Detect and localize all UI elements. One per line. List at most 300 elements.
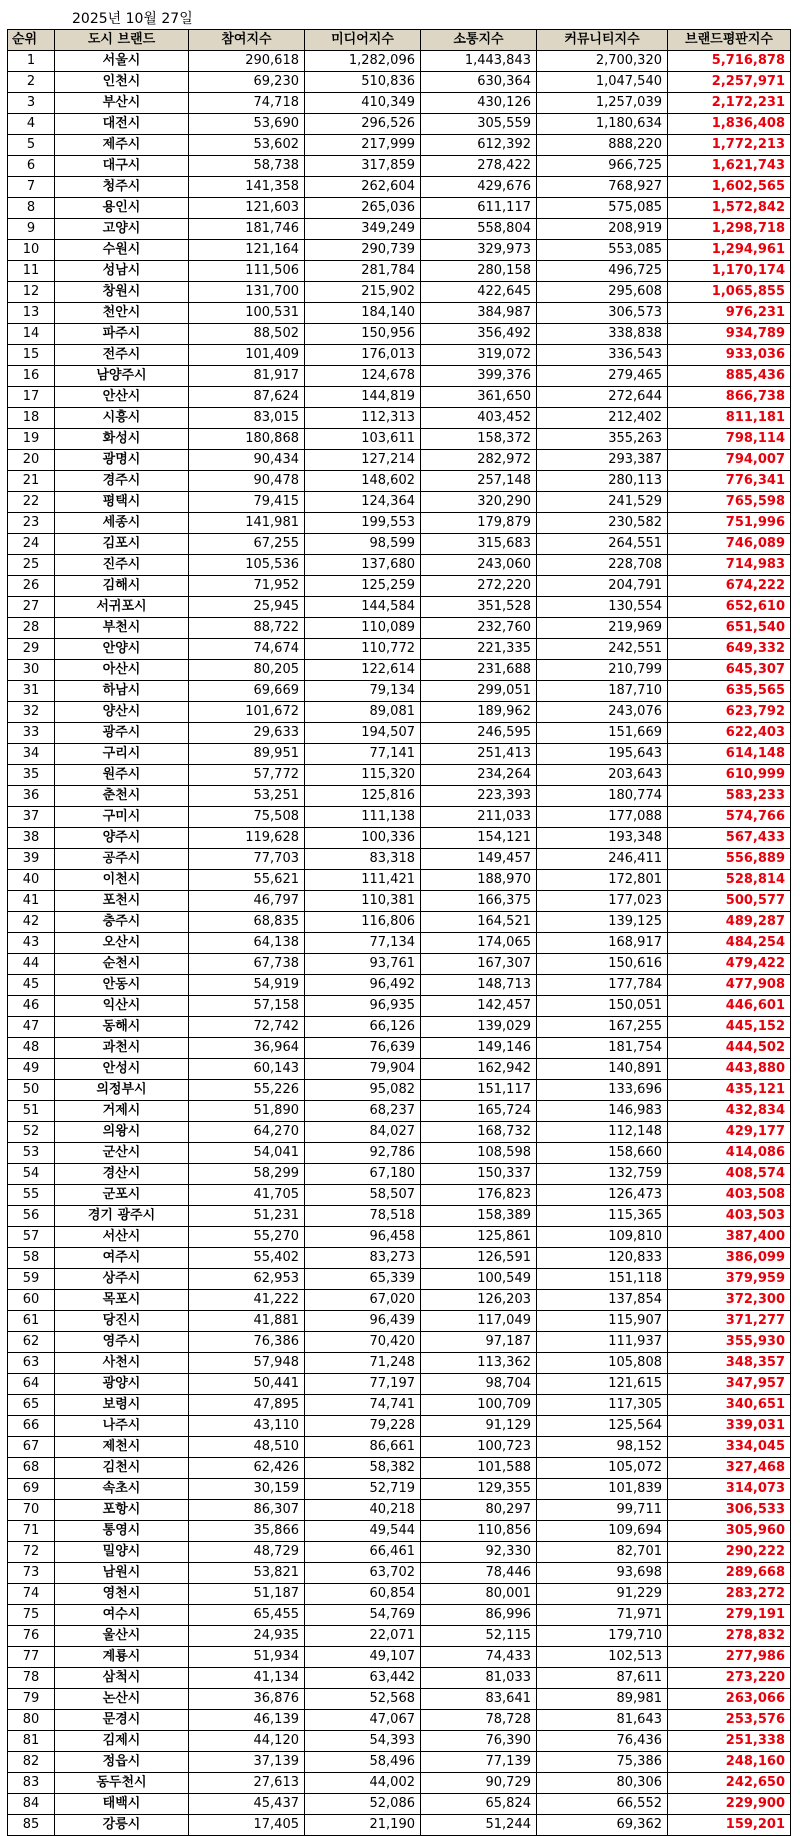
media-cell: 22,071 bbox=[305, 1626, 421, 1647]
participation-cell: 121,603 bbox=[189, 198, 305, 219]
communication-cell: 142,457 bbox=[421, 996, 537, 1017]
participation-cell: 55,621 bbox=[189, 870, 305, 891]
table-row bbox=[8, 618, 791, 639]
media-cell: 68,237 bbox=[305, 1101, 421, 1122]
participation-cell: 141,981 bbox=[189, 513, 305, 534]
community-cell: 146,983 bbox=[537, 1101, 668, 1122]
community-cell: 76,436 bbox=[537, 1731, 668, 1752]
table-row bbox=[8, 996, 791, 1017]
communication-cell: 611,117 bbox=[421, 198, 537, 219]
table-row bbox=[8, 513, 791, 534]
community-cell: 89,981 bbox=[537, 1689, 668, 1710]
table-row bbox=[8, 408, 791, 429]
reputation-score-cell: 794,007 bbox=[668, 450, 791, 471]
media-cell: 127,214 bbox=[305, 450, 421, 471]
community-cell: 193,348 bbox=[537, 828, 668, 849]
communication-cell: 429,676 bbox=[421, 177, 537, 198]
table-row bbox=[8, 681, 791, 702]
community-cell: 272,644 bbox=[537, 387, 668, 408]
communication-cell: 403,452 bbox=[421, 408, 537, 429]
media-cell: 74,741 bbox=[305, 1395, 421, 1416]
city-cell: 의정부시 bbox=[55, 1080, 189, 1101]
participation-cell: 64,270 bbox=[189, 1122, 305, 1143]
rank-cell: 39 bbox=[8, 849, 55, 870]
table-row bbox=[8, 156, 791, 177]
city-cell: 원주시 bbox=[55, 765, 189, 786]
participation-cell: 53,251 bbox=[189, 786, 305, 807]
table-row bbox=[8, 387, 791, 408]
participation-cell: 41,881 bbox=[189, 1311, 305, 1332]
city-cell: 대구시 bbox=[55, 156, 189, 177]
rank-cell: 18 bbox=[8, 408, 55, 429]
media-cell: 281,784 bbox=[305, 261, 421, 282]
reputation-score-cell: 263,066 bbox=[668, 1689, 791, 1710]
rank-cell: 38 bbox=[8, 828, 55, 849]
table-row bbox=[8, 177, 791, 198]
community-cell: 66,552 bbox=[537, 1794, 668, 1815]
participation-cell: 74,718 bbox=[189, 93, 305, 114]
table-row bbox=[8, 72, 791, 93]
city-cell: 태백시 bbox=[55, 1794, 189, 1815]
rank-cell: 9 bbox=[8, 219, 55, 240]
media-cell: 67,020 bbox=[305, 1290, 421, 1311]
city-cell: 순천시 bbox=[55, 954, 189, 975]
participation-cell: 74,674 bbox=[189, 639, 305, 660]
table-row bbox=[8, 303, 791, 324]
media-cell: 65,339 bbox=[305, 1269, 421, 1290]
communication-cell: 78,446 bbox=[421, 1563, 537, 1584]
community-cell: 355,263 bbox=[537, 429, 668, 450]
reputation-score-cell: 371,277 bbox=[668, 1311, 791, 1332]
media-cell: 217,999 bbox=[305, 135, 421, 156]
reputation-score-cell: 798,114 bbox=[668, 429, 791, 450]
participation-cell: 50,441 bbox=[189, 1374, 305, 1395]
media-cell: 63,442 bbox=[305, 1668, 421, 1689]
participation-cell: 121,164 bbox=[189, 240, 305, 261]
table-row bbox=[8, 51, 791, 72]
reputation-score-cell: 340,651 bbox=[668, 1395, 791, 1416]
communication-cell: 299,051 bbox=[421, 681, 537, 702]
media-cell: 98,599 bbox=[305, 534, 421, 555]
city-cell: 안양시 bbox=[55, 639, 189, 660]
media-cell: 116,806 bbox=[305, 912, 421, 933]
reputation-score-cell: 583,233 bbox=[668, 786, 791, 807]
city-cell: 춘천시 bbox=[55, 786, 189, 807]
media-cell: 93,761 bbox=[305, 954, 421, 975]
reputation-score-cell: 645,307 bbox=[668, 660, 791, 681]
reputation-score-cell: 500,577 bbox=[668, 891, 791, 912]
reputation-score-cell: 1,836,408 bbox=[668, 114, 791, 135]
communication-cell: 612,392 bbox=[421, 135, 537, 156]
rank-cell: 53 bbox=[8, 1143, 55, 1164]
table-row bbox=[8, 1416, 791, 1437]
communication-cell: 100,723 bbox=[421, 1437, 537, 1458]
rank-cell: 1 bbox=[8, 51, 55, 72]
rank-cell: 67 bbox=[8, 1437, 55, 1458]
media-cell: 262,604 bbox=[305, 177, 421, 198]
city-cell: 창원시 bbox=[55, 282, 189, 303]
reputation-score-cell: 2,257,971 bbox=[668, 72, 791, 93]
table-row bbox=[8, 576, 791, 597]
rank-cell: 6 bbox=[8, 156, 55, 177]
participation-cell: 69,230 bbox=[189, 72, 305, 93]
table-row bbox=[8, 1689, 791, 1710]
communication-cell: 154,121 bbox=[421, 828, 537, 849]
city-cell: 천안시 bbox=[55, 303, 189, 324]
media-cell: 47,067 bbox=[305, 1710, 421, 1731]
media-cell: 125,259 bbox=[305, 576, 421, 597]
city-cell: 양주시 bbox=[55, 828, 189, 849]
city-cell: 밀양시 bbox=[55, 1542, 189, 1563]
reputation-score-cell: 445,152 bbox=[668, 1017, 791, 1038]
media-cell: 125,816 bbox=[305, 786, 421, 807]
community-cell: 172,801 bbox=[537, 870, 668, 891]
rank-cell: 25 bbox=[8, 555, 55, 576]
media-cell: 52,719 bbox=[305, 1479, 421, 1500]
communication-cell: 164,521 bbox=[421, 912, 537, 933]
media-cell: 110,381 bbox=[305, 891, 421, 912]
participation-cell: 105,536 bbox=[189, 555, 305, 576]
reputation-score-cell: 479,422 bbox=[668, 954, 791, 975]
city-cell: 남원시 bbox=[55, 1563, 189, 1584]
community-cell: 132,759 bbox=[537, 1164, 668, 1185]
community-cell: 230,582 bbox=[537, 513, 668, 534]
reputation-score-cell: 746,089 bbox=[668, 534, 791, 555]
rank-cell: 82 bbox=[8, 1752, 55, 1773]
communication-cell: 558,804 bbox=[421, 219, 537, 240]
city-cell: 청주시 bbox=[55, 177, 189, 198]
city-cell: 경산시 bbox=[55, 1164, 189, 1185]
community-cell: 80,306 bbox=[537, 1773, 668, 1794]
city-cell: 아산시 bbox=[55, 660, 189, 681]
reputation-score-cell: 387,400 bbox=[668, 1227, 791, 1248]
participation-cell: 51,890 bbox=[189, 1101, 305, 1122]
media-cell: 21,190 bbox=[305, 1815, 421, 1836]
reputation-score-cell: 614,148 bbox=[668, 744, 791, 765]
media-cell: 54,769 bbox=[305, 1605, 421, 1626]
rank-cell: 12 bbox=[8, 282, 55, 303]
header-row bbox=[8, 30, 791, 51]
communication-cell: 90,729 bbox=[421, 1773, 537, 1794]
participation-cell: 57,158 bbox=[189, 996, 305, 1017]
header-brand-reputation-index: 브랜드평판지수 bbox=[668, 30, 791, 51]
city-cell: 군포시 bbox=[55, 1185, 189, 1206]
media-cell: 111,138 bbox=[305, 807, 421, 828]
table-row bbox=[8, 1584, 791, 1605]
header-city-brand: 도시 브랜드 bbox=[55, 30, 189, 51]
table-row bbox=[8, 1269, 791, 1290]
media-cell: 49,544 bbox=[305, 1521, 421, 1542]
city-cell: 동두천시 bbox=[55, 1773, 189, 1794]
reputation-score-cell: 347,957 bbox=[668, 1374, 791, 1395]
reputation-score-cell: 776,341 bbox=[668, 471, 791, 492]
participation-cell: 29,633 bbox=[189, 723, 305, 744]
community-cell: 181,754 bbox=[537, 1038, 668, 1059]
communication-cell: 278,422 bbox=[421, 156, 537, 177]
media-cell: 194,507 bbox=[305, 723, 421, 744]
media-cell: 77,197 bbox=[305, 1374, 421, 1395]
communication-cell: 108,598 bbox=[421, 1143, 537, 1164]
participation-cell: 17,405 bbox=[189, 1815, 305, 1836]
city-cell: 오산시 bbox=[55, 933, 189, 954]
communication-cell: 351,528 bbox=[421, 597, 537, 618]
participation-cell: 27,613 bbox=[189, 1773, 305, 1794]
media-cell: 63,702 bbox=[305, 1563, 421, 1584]
communication-cell: 223,393 bbox=[421, 786, 537, 807]
media-cell: 96,439 bbox=[305, 1311, 421, 1332]
communication-cell: 80,001 bbox=[421, 1584, 537, 1605]
participation-cell: 51,231 bbox=[189, 1206, 305, 1227]
communication-cell: 76,390 bbox=[421, 1731, 537, 1752]
community-cell: 87,611 bbox=[537, 1668, 668, 1689]
communication-cell: 83,641 bbox=[421, 1689, 537, 1710]
participation-cell: 53,690 bbox=[189, 114, 305, 135]
media-cell: 84,027 bbox=[305, 1122, 421, 1143]
city-cell: 보령시 bbox=[55, 1395, 189, 1416]
community-cell: 210,799 bbox=[537, 660, 668, 681]
reputation-score-cell: 765,598 bbox=[668, 492, 791, 513]
media-cell: 58,496 bbox=[305, 1752, 421, 1773]
participation-cell: 81,917 bbox=[189, 366, 305, 387]
table-row bbox=[8, 1752, 791, 1773]
rank-cell: 11 bbox=[8, 261, 55, 282]
table-row bbox=[8, 849, 791, 870]
communication-cell: 78,728 bbox=[421, 1710, 537, 1731]
table-row bbox=[8, 765, 791, 786]
participation-cell: 62,426 bbox=[189, 1458, 305, 1479]
reputation-score-cell: 1,621,743 bbox=[668, 156, 791, 177]
table-row bbox=[8, 1731, 791, 1752]
city-cell: 계룡시 bbox=[55, 1647, 189, 1668]
media-cell: 83,318 bbox=[305, 849, 421, 870]
communication-cell: 97,187 bbox=[421, 1332, 537, 1353]
reputation-score-cell: 1,572,842 bbox=[668, 198, 791, 219]
participation-cell: 58,738 bbox=[189, 156, 305, 177]
city-cell: 김천시 bbox=[55, 1458, 189, 1479]
communication-cell: 1,443,843 bbox=[421, 51, 537, 72]
city-cell: 안성시 bbox=[55, 1059, 189, 1080]
community-cell: 115,907 bbox=[537, 1311, 668, 1332]
city-cell: 영주시 bbox=[55, 1332, 189, 1353]
rank-cell: 15 bbox=[8, 345, 55, 366]
table-row bbox=[8, 429, 791, 450]
rank-cell: 44 bbox=[8, 954, 55, 975]
community-cell: 158,660 bbox=[537, 1143, 668, 1164]
rank-cell: 80 bbox=[8, 1710, 55, 1731]
media-cell: 96,935 bbox=[305, 996, 421, 1017]
reputation-score-cell: 866,738 bbox=[668, 387, 791, 408]
city-cell: 성남시 bbox=[55, 261, 189, 282]
participation-cell: 100,531 bbox=[189, 303, 305, 324]
rank-cell: 45 bbox=[8, 975, 55, 996]
header-communication-index: 소통지수 bbox=[421, 30, 537, 51]
media-cell: 66,461 bbox=[305, 1542, 421, 1563]
community-cell: 888,220 bbox=[537, 135, 668, 156]
reputation-score-cell: 1,772,213 bbox=[668, 135, 791, 156]
reputation-score-cell: 1,298,718 bbox=[668, 219, 791, 240]
media-cell: 52,086 bbox=[305, 1794, 421, 1815]
community-cell: 151,669 bbox=[537, 723, 668, 744]
communication-cell: 91,129 bbox=[421, 1416, 537, 1437]
rank-cell: 76 bbox=[8, 1626, 55, 1647]
table-row bbox=[8, 1206, 791, 1227]
table-row bbox=[8, 1479, 791, 1500]
table-row bbox=[8, 1332, 791, 1353]
city-cell: 남양주시 bbox=[55, 366, 189, 387]
rank-cell: 49 bbox=[8, 1059, 55, 1080]
community-cell: 1,047,540 bbox=[537, 72, 668, 93]
rank-cell: 57 bbox=[8, 1227, 55, 1248]
rank-cell: 51 bbox=[8, 1101, 55, 1122]
communication-cell: 280,158 bbox=[421, 261, 537, 282]
rank-cell: 83 bbox=[8, 1773, 55, 1794]
reputation-score-cell: 477,908 bbox=[668, 975, 791, 996]
media-cell: 70,420 bbox=[305, 1332, 421, 1353]
participation-cell: 36,964 bbox=[189, 1038, 305, 1059]
community-cell: 264,551 bbox=[537, 534, 668, 555]
city-cell: 안산시 bbox=[55, 387, 189, 408]
communication-cell: 100,549 bbox=[421, 1269, 537, 1290]
media-cell: 79,134 bbox=[305, 681, 421, 702]
media-cell: 78,518 bbox=[305, 1206, 421, 1227]
participation-cell: 181,746 bbox=[189, 219, 305, 240]
communication-cell: 151,117 bbox=[421, 1080, 537, 1101]
community-cell: 98,152 bbox=[537, 1437, 668, 1458]
table-row bbox=[8, 870, 791, 891]
community-cell: 195,643 bbox=[537, 744, 668, 765]
reputation-score-cell: 484,254 bbox=[668, 933, 791, 954]
media-cell: 184,140 bbox=[305, 303, 421, 324]
community-cell: 204,791 bbox=[537, 576, 668, 597]
reputation-score-cell: 248,160 bbox=[668, 1752, 791, 1773]
participation-cell: 64,138 bbox=[189, 933, 305, 954]
table-row bbox=[8, 1521, 791, 1542]
media-cell: 76,639 bbox=[305, 1038, 421, 1059]
community-cell: 295,608 bbox=[537, 282, 668, 303]
reputation-score-cell: 976,231 bbox=[668, 303, 791, 324]
community-cell: 105,072 bbox=[537, 1458, 668, 1479]
reputation-score-cell: 289,668 bbox=[668, 1563, 791, 1584]
rank-cell: 43 bbox=[8, 933, 55, 954]
table-row bbox=[8, 555, 791, 576]
communication-cell: 305,559 bbox=[421, 114, 537, 135]
media-cell: 290,739 bbox=[305, 240, 421, 261]
participation-cell: 75,508 bbox=[189, 807, 305, 828]
communication-cell: 315,683 bbox=[421, 534, 537, 555]
city-cell: 전주시 bbox=[55, 345, 189, 366]
participation-cell: 35,866 bbox=[189, 1521, 305, 1542]
reputation-score-cell: 253,576 bbox=[668, 1710, 791, 1731]
community-cell: 553,085 bbox=[537, 240, 668, 261]
reputation-score-cell: 528,814 bbox=[668, 870, 791, 891]
reputation-score-cell: 556,889 bbox=[668, 849, 791, 870]
participation-cell: 80,205 bbox=[189, 660, 305, 681]
communication-cell: 221,335 bbox=[421, 639, 537, 660]
rank-cell: 29 bbox=[8, 639, 55, 660]
table-row bbox=[8, 1080, 791, 1101]
community-cell: 575,085 bbox=[537, 198, 668, 219]
table-row bbox=[8, 1815, 791, 1836]
communication-cell: 81,033 bbox=[421, 1668, 537, 1689]
city-cell: 김제시 bbox=[55, 1731, 189, 1752]
media-cell: 49,107 bbox=[305, 1647, 421, 1668]
table-row bbox=[8, 1311, 791, 1332]
communication-cell: 231,688 bbox=[421, 660, 537, 681]
participation-cell: 60,143 bbox=[189, 1059, 305, 1080]
participation-cell: 62,953 bbox=[189, 1269, 305, 1290]
rank-cell: 32 bbox=[8, 702, 55, 723]
city-cell: 여수시 bbox=[55, 1605, 189, 1626]
participation-cell: 67,255 bbox=[189, 534, 305, 555]
participation-cell: 101,409 bbox=[189, 345, 305, 366]
community-cell: 133,696 bbox=[537, 1080, 668, 1101]
city-cell: 광주시 bbox=[55, 723, 189, 744]
media-cell: 510,836 bbox=[305, 72, 421, 93]
community-cell: 125,564 bbox=[537, 1416, 668, 1437]
table-row bbox=[8, 1458, 791, 1479]
reputation-score-cell: 446,601 bbox=[668, 996, 791, 1017]
participation-cell: 54,041 bbox=[189, 1143, 305, 1164]
city-cell: 서울시 bbox=[55, 51, 189, 72]
community-cell: 151,118 bbox=[537, 1269, 668, 1290]
participation-cell: 72,742 bbox=[189, 1017, 305, 1038]
communication-cell: 176,823 bbox=[421, 1185, 537, 1206]
table-row bbox=[8, 240, 791, 261]
participation-cell: 24,935 bbox=[189, 1626, 305, 1647]
participation-cell: 111,506 bbox=[189, 261, 305, 282]
community-cell: 150,616 bbox=[537, 954, 668, 975]
participation-cell: 90,434 bbox=[189, 450, 305, 471]
community-cell: 293,387 bbox=[537, 450, 668, 471]
table-row bbox=[8, 1794, 791, 1815]
reputation-score-cell: 403,503 bbox=[668, 1206, 791, 1227]
communication-cell: 77,139 bbox=[421, 1752, 537, 1773]
media-cell: 103,611 bbox=[305, 429, 421, 450]
communication-cell: 125,861 bbox=[421, 1227, 537, 1248]
community-cell: 279,465 bbox=[537, 366, 668, 387]
community-cell: 177,023 bbox=[537, 891, 668, 912]
communication-cell: 329,973 bbox=[421, 240, 537, 261]
communication-cell: 166,375 bbox=[421, 891, 537, 912]
city-cell: 익산시 bbox=[55, 996, 189, 1017]
communication-cell: 52,115 bbox=[421, 1626, 537, 1647]
participation-cell: 77,703 bbox=[189, 849, 305, 870]
participation-cell: 67,738 bbox=[189, 954, 305, 975]
city-cell: 강릉시 bbox=[55, 1815, 189, 1836]
rank-cell: 55 bbox=[8, 1185, 55, 1206]
community-cell: 1,257,039 bbox=[537, 93, 668, 114]
rank-cell: 19 bbox=[8, 429, 55, 450]
city-cell: 김해시 bbox=[55, 576, 189, 597]
city-cell: 목포시 bbox=[55, 1290, 189, 1311]
media-cell: 349,249 bbox=[305, 219, 421, 240]
communication-cell: 399,376 bbox=[421, 366, 537, 387]
city-cell: 의왕시 bbox=[55, 1122, 189, 1143]
community-cell: 246,411 bbox=[537, 849, 668, 870]
rank-cell: 77 bbox=[8, 1647, 55, 1668]
community-cell: 150,051 bbox=[537, 996, 668, 1017]
reputation-score-cell: 435,121 bbox=[668, 1080, 791, 1101]
reputation-score-cell: 574,766 bbox=[668, 807, 791, 828]
community-cell: 120,833 bbox=[537, 1248, 668, 1269]
city-cell: 파주시 bbox=[55, 324, 189, 345]
table-row bbox=[8, 1143, 791, 1164]
city-cell: 광명시 bbox=[55, 450, 189, 471]
rank-cell: 78 bbox=[8, 1668, 55, 1689]
media-cell: 83,273 bbox=[305, 1248, 421, 1269]
city-cell: 통영시 bbox=[55, 1521, 189, 1542]
table-row bbox=[8, 912, 791, 933]
